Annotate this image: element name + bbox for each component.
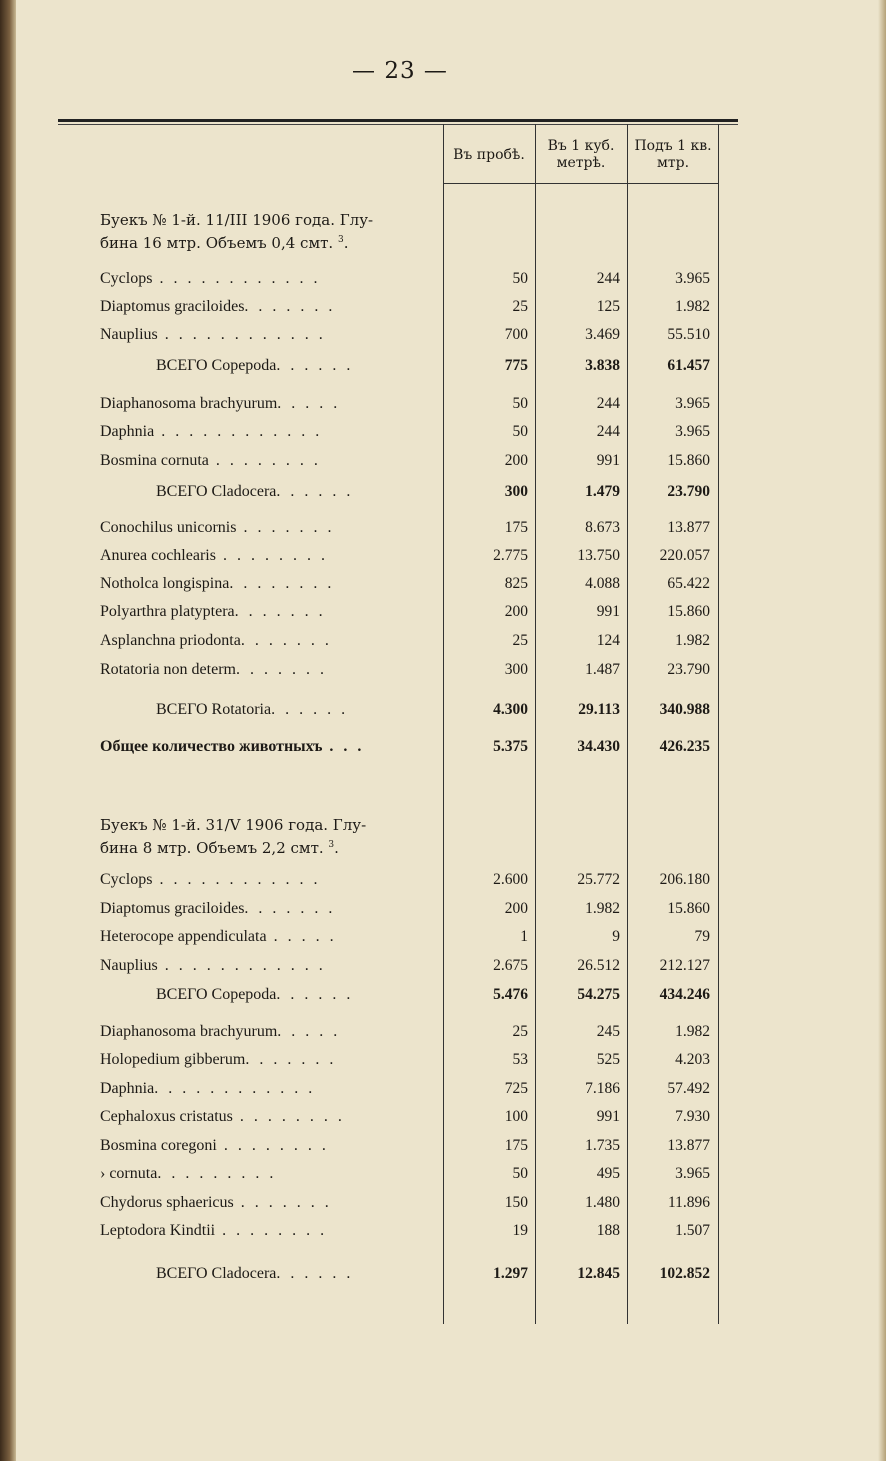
total-row — [100, 701, 720, 727]
value-sample: 50 — [512, 1165, 528, 1182]
table-top-rule — [58, 119, 738, 122]
value-per-cubic-meter: 244 — [596, 270, 620, 287]
total-row — [100, 483, 720, 509]
value-per-cubic-meter: 495 — [596, 1165, 620, 1182]
table-row — [100, 270, 720, 296]
superscript: 3 — [328, 840, 335, 850]
leader-dots: . . . . . . . . — [208, 452, 321, 469]
leader-dots: . . . . . . . — [244, 298, 336, 315]
value-per-cubic-meter: 245 — [596, 1023, 620, 1040]
taxon-label: Daphnia — [100, 1080, 155, 1097]
taxon-name — [100, 871, 438, 889]
taxon-name — [100, 957, 438, 975]
value-per-cubic-meter: 244 — [596, 395, 620, 412]
value-sample: 2.775 — [493, 547, 528, 564]
value-sample: 725 — [504, 1080, 528, 1097]
value-per-cubic-meter: 244 — [596, 423, 620, 440]
taxon-label: Rotatoria non determ — [100, 661, 236, 678]
value-per-cubic-meter: 991 — [596, 452, 620, 469]
taxon-name — [100, 1051, 438, 1069]
value-sample: 2.600 — [493, 871, 528, 888]
taxon-label: Общее количество животныхъ — [100, 738, 323, 755]
taxon-label: Nauplius — [100, 326, 158, 343]
table-row — [100, 1194, 720, 1220]
value-per-cubic-meter: 3.469 — [585, 326, 620, 343]
taxon-label: ВСЕГО Copepoda — [156, 986, 277, 1003]
table-row — [100, 1108, 720, 1134]
taxon-name — [100, 986, 494, 1004]
value-sample: 775 — [504, 357, 528, 374]
taxon-label: Leptodora Kindtii — [100, 1222, 216, 1239]
value-sample: 300 — [504, 661, 528, 678]
section-title-line: бина 8 мтр. Объемъ 2,2 смт. $^3$. — [100, 839, 339, 857]
page-edge — [878, 0, 886, 1461]
value-sample: 25 — [512, 1023, 528, 1040]
taxon-label: Conochilus unicornis — [100, 519, 237, 536]
taxon-name — [100, 1137, 438, 1155]
column-header-per-square-meter: Подъ 1 кв. мтр. — [634, 138, 712, 171]
value-per-square-meter: 23.790 — [667, 661, 710, 678]
total-row — [100, 986, 720, 1012]
value-per-cubic-meter: 525 — [596, 1051, 620, 1068]
header-bottom-rule — [443, 183, 719, 184]
taxon-label: Anurea cochlearis — [100, 547, 216, 564]
value-per-cubic-meter: 7.186 — [585, 1080, 620, 1097]
taxon-name — [100, 1080, 438, 1098]
taxon-name — [100, 326, 438, 344]
leader-dots: . . . . . . . — [233, 1194, 332, 1211]
taxon-label: Diaphanosoma brachyurum — [100, 1023, 278, 1040]
value-per-cubic-meter: 26.512 — [577, 957, 620, 974]
value-sample: 150 — [504, 1194, 528, 1211]
value-sample: 700 — [504, 326, 528, 343]
leader-dots: . . . . . . — [276, 986, 354, 1003]
value-per-cubic-meter: 188 — [596, 1222, 620, 1239]
grand-total-row — [100, 738, 720, 764]
table-row — [100, 1023, 720, 1049]
leader-dots: . . . . . . . . . . . . — [154, 1080, 316, 1097]
taxon-label: Polyarthra platyptera — [100, 603, 235, 620]
leader-dots: . . . . . . . . — [215, 547, 328, 564]
table-row — [100, 661, 720, 687]
value-per-square-meter: 3.965 — [675, 270, 710, 287]
section-title-line: Буекъ № 1-й. 31/V 1906 года. Глу- — [100, 816, 367, 834]
leader-dots: . . . . . . . . — [215, 1222, 328, 1239]
taxon-name — [100, 270, 438, 288]
table-row — [100, 452, 720, 478]
column-header-per-cubic-meter: Въ 1 куб. метрѣ. — [547, 138, 615, 171]
value-per-square-meter: 79 — [694, 928, 710, 945]
value-sample: 5.476 — [493, 986, 528, 1003]
taxon-name — [100, 928, 438, 946]
table-row — [100, 395, 720, 421]
taxon-label: ВСЕГО Cladocera — [156, 1265, 277, 1282]
value-per-square-meter: 55.510 — [667, 326, 710, 343]
value-per-cubic-meter: 4.088 — [585, 575, 620, 592]
value-per-cubic-meter: 13.750 — [577, 547, 620, 564]
table-row — [100, 519, 720, 545]
value-per-square-meter: 1.507 — [675, 1222, 710, 1239]
value-per-square-meter: 13.877 — [667, 1137, 710, 1154]
leader-dots: . . . . . . . . . . . . — [152, 871, 321, 888]
taxon-name — [100, 357, 494, 375]
value-per-square-meter: 340.988 — [659, 701, 710, 718]
table-row — [100, 547, 720, 573]
value-per-cubic-meter: 3.838 — [585, 357, 620, 374]
value-sample: 200 — [504, 452, 528, 469]
value-per-cubic-meter: 1.480 — [585, 1194, 620, 1211]
leader-dots: . . . . . . . — [235, 661, 327, 678]
taxon-name — [100, 452, 438, 470]
leader-dots: . . . . . . . . . — [157, 1165, 277, 1182]
leader-dots: . . . . . . . — [234, 603, 326, 620]
value-per-square-meter: 102.852 — [659, 1265, 710, 1282]
value-per-cubic-meter: 1.982 — [585, 900, 620, 917]
taxon-label: Bosmina cornuta — [100, 452, 209, 469]
value-per-cubic-meter: 12.845 — [577, 1265, 620, 1282]
table-row — [100, 326, 720, 352]
table-row — [100, 1080, 720, 1106]
taxon-label: Cephaloxus cristatus — [100, 1108, 233, 1125]
value-sample: 50 — [512, 423, 528, 440]
table-top-rule-thin — [58, 124, 738, 125]
value-per-cubic-meter: 991 — [596, 603, 620, 620]
taxon-label: Holopedium gibberum — [100, 1051, 246, 1068]
value-per-cubic-meter: 125 — [596, 298, 620, 315]
table-row — [100, 575, 720, 601]
value-per-cubic-meter: 1.479 — [585, 483, 620, 500]
leader-dots: . . . . . . . . — [216, 1137, 329, 1154]
taxon-label: ВСЕГО Cladocera — [156, 483, 277, 500]
leader-dots: . . . . . . — [276, 357, 354, 374]
taxon-label: Bosmina coregoni — [100, 1137, 217, 1154]
value-per-square-meter: 212.127 — [659, 957, 710, 974]
value-per-square-meter: 15.860 — [667, 603, 710, 620]
section-title-text: бина 8 мтр. Объемъ 2,2 смт. — [100, 839, 324, 857]
value-sample: 25 — [512, 632, 528, 649]
taxon-name — [100, 298, 438, 316]
leader-dots: . . . . . . — [271, 701, 349, 718]
leader-dots: . . . . . . . — [236, 519, 335, 536]
value-per-square-meter: 3.965 — [675, 1165, 710, 1182]
value-sample: 50 — [512, 395, 528, 412]
leader-dots: . . . . . — [277, 395, 341, 412]
taxon-name — [100, 661, 438, 679]
value-sample: 2.675 — [493, 957, 528, 974]
value-sample: 825 — [504, 575, 528, 592]
value-per-cubic-meter: 54.275 — [577, 986, 620, 1003]
section-title-line: бина 16 мтр. Объемъ 0,4 смт. $^3$. — [100, 234, 349, 252]
value-per-cubic-meter: 8.673 — [585, 519, 620, 536]
leader-dots: . . . . . . — [276, 1265, 354, 1282]
value-per-cubic-meter: 25.772 — [577, 871, 620, 888]
taxon-label: Daphnia — [100, 423, 155, 440]
value-sample: 4.300 — [493, 701, 528, 718]
book-spine-shadow — [0, 0, 16, 1461]
taxon-name — [100, 900, 438, 918]
table-row — [100, 1137, 720, 1163]
leader-dots: . . . . . . . — [240, 632, 332, 649]
value-per-square-meter: 13.877 — [667, 519, 710, 536]
leader-dots: . . . . . . . . . . . . — [152, 270, 321, 287]
value-per-cubic-meter: 1.487 — [585, 661, 620, 678]
taxon-name — [100, 395, 438, 413]
taxon-name — [100, 1023, 438, 1041]
value-sample: 25 — [512, 298, 528, 315]
value-sample: 175 — [504, 1137, 528, 1154]
leader-dots: . . . . . . . — [245, 1051, 337, 1068]
table-row — [100, 900, 720, 926]
value-sample: 200 — [504, 900, 528, 917]
table-row — [100, 1051, 720, 1077]
taxon-name — [100, 519, 438, 537]
section-1-title — [100, 210, 440, 253]
value-per-cubic-meter: 34.430 — [577, 738, 620, 755]
table-row — [100, 871, 720, 897]
value-sample: 5.375 — [493, 738, 528, 755]
value-per-square-meter: 7.930 — [675, 1108, 710, 1125]
table-row — [100, 1222, 720, 1248]
table-row — [100, 957, 720, 983]
value-per-square-meter: 206.180 — [659, 871, 710, 888]
taxon-name — [100, 575, 438, 593]
value-per-cubic-meter: 1.735 — [585, 1137, 620, 1154]
value-per-square-meter: 1.982 — [675, 632, 710, 649]
taxon-label: Diaphanosoma brachyurum — [100, 395, 278, 412]
taxon-name — [100, 423, 438, 441]
total-row — [100, 1265, 720, 1291]
table-row — [100, 423, 720, 449]
leader-dots: . . . . . . . . — [232, 1108, 345, 1125]
table-row — [100, 928, 720, 954]
taxon-name — [100, 1194, 438, 1212]
taxon-label: Cyclops — [100, 270, 153, 287]
leader-dots: . . . . . . — [276, 483, 354, 500]
column-header-sample: Въ пробѣ. — [453, 146, 525, 163]
taxon-label: Diaptomus graciloides — [100, 900, 245, 917]
section-title-text: бина 16 мтр. Объемъ 0,4 смт. — [100, 234, 334, 252]
taxon-label: Asplanchna priodonta — [100, 632, 241, 649]
section-title-line: Буекъ № 1-й. 11/III 1906 года. Глу- — [100, 211, 374, 229]
taxon-name — [100, 603, 438, 621]
leader-dots: . . . . . — [266, 928, 337, 945]
value-per-cubic-meter: 124 — [596, 632, 620, 649]
value-sample: 100 — [504, 1108, 528, 1125]
taxon-name — [100, 1265, 494, 1283]
page-number: — 23 — — [352, 58, 448, 84]
value-sample: 175 — [504, 519, 528, 536]
value-per-square-meter: 4.203 — [675, 1051, 710, 1068]
value-per-square-meter: 57.492 — [667, 1080, 710, 1097]
value-per-cubic-meter: 9 — [612, 928, 620, 945]
leader-dots: . . . . . . . . . . . . — [157, 326, 326, 343]
value-per-square-meter: 426.235 — [659, 738, 710, 755]
taxon-label: Diaptomus graciloides — [100, 298, 245, 315]
taxon-name — [100, 1108, 438, 1126]
leader-dots: . . . . . — [277, 1023, 341, 1040]
value-sample: 53 — [512, 1051, 528, 1068]
table-row — [100, 603, 720, 629]
taxon-label: Heterocope appendiculata — [100, 928, 267, 945]
superscript: 3 — [337, 235, 344, 245]
table-row — [100, 298, 720, 324]
leader-dots: . . . . . . . — [244, 900, 336, 917]
table-row — [100, 632, 720, 658]
taxon-label: Notholca longispina — [100, 575, 230, 592]
taxon-name — [100, 1165, 438, 1183]
value-sample: 1 — [520, 928, 528, 945]
value-per-cubic-meter: 991 — [596, 1108, 620, 1125]
leader-dots: . . . . . . . . . . . . — [157, 957, 326, 974]
value-per-square-meter: 11.896 — [667, 1194, 710, 1211]
taxon-name — [100, 632, 438, 650]
value-per-square-meter: 15.860 — [667, 452, 710, 469]
taxon-name — [100, 547, 438, 565]
value-per-square-meter: 434.246 — [659, 986, 710, 1003]
value-per-square-meter: 15.860 — [667, 900, 710, 917]
value-per-square-meter: 1.982 — [675, 298, 710, 315]
value-sample: 19 — [512, 1222, 528, 1239]
value-per-square-meter: 23.790 — [667, 483, 710, 500]
taxon-label: Cyclops — [100, 871, 153, 888]
taxon-name — [100, 1222, 438, 1240]
value-per-square-meter: 61.457 — [667, 357, 710, 374]
table-row — [100, 1165, 720, 1191]
taxon-label: ВСЕГО Rotatoria — [156, 701, 272, 718]
taxon-label: ВСЕГО Copepoda — [156, 357, 277, 374]
value-per-cubic-meter: 29.113 — [578, 701, 620, 718]
leader-dots: . . . — [322, 738, 365, 755]
value-sample: 200 — [504, 603, 528, 620]
value-per-square-meter: 1.982 — [675, 1023, 710, 1040]
value-sample: 1.297 — [493, 1265, 528, 1282]
taxon-label: Nauplius — [100, 957, 158, 974]
leader-dots: . . . . . . . . — [229, 575, 335, 592]
value-per-square-meter: 3.965 — [675, 395, 710, 412]
value-per-square-meter: 3.965 — [675, 423, 710, 440]
value-sample: 300 — [504, 483, 528, 500]
taxon-name — [100, 701, 494, 719]
taxon-name — [100, 738, 438, 756]
leader-dots: . . . . . . . . . . . . — [154, 423, 323, 440]
section-2-title — [100, 815, 440, 858]
total-row — [100, 357, 720, 383]
taxon-label: › cornuta — [100, 1165, 158, 1182]
value-per-square-meter: 65.422 — [667, 575, 710, 592]
value-sample: 50 — [512, 270, 528, 287]
taxon-label: Chydorus sphaericus — [100, 1194, 234, 1211]
value-per-square-meter: 220.057 — [659, 547, 710, 564]
taxon-name — [100, 483, 494, 501]
